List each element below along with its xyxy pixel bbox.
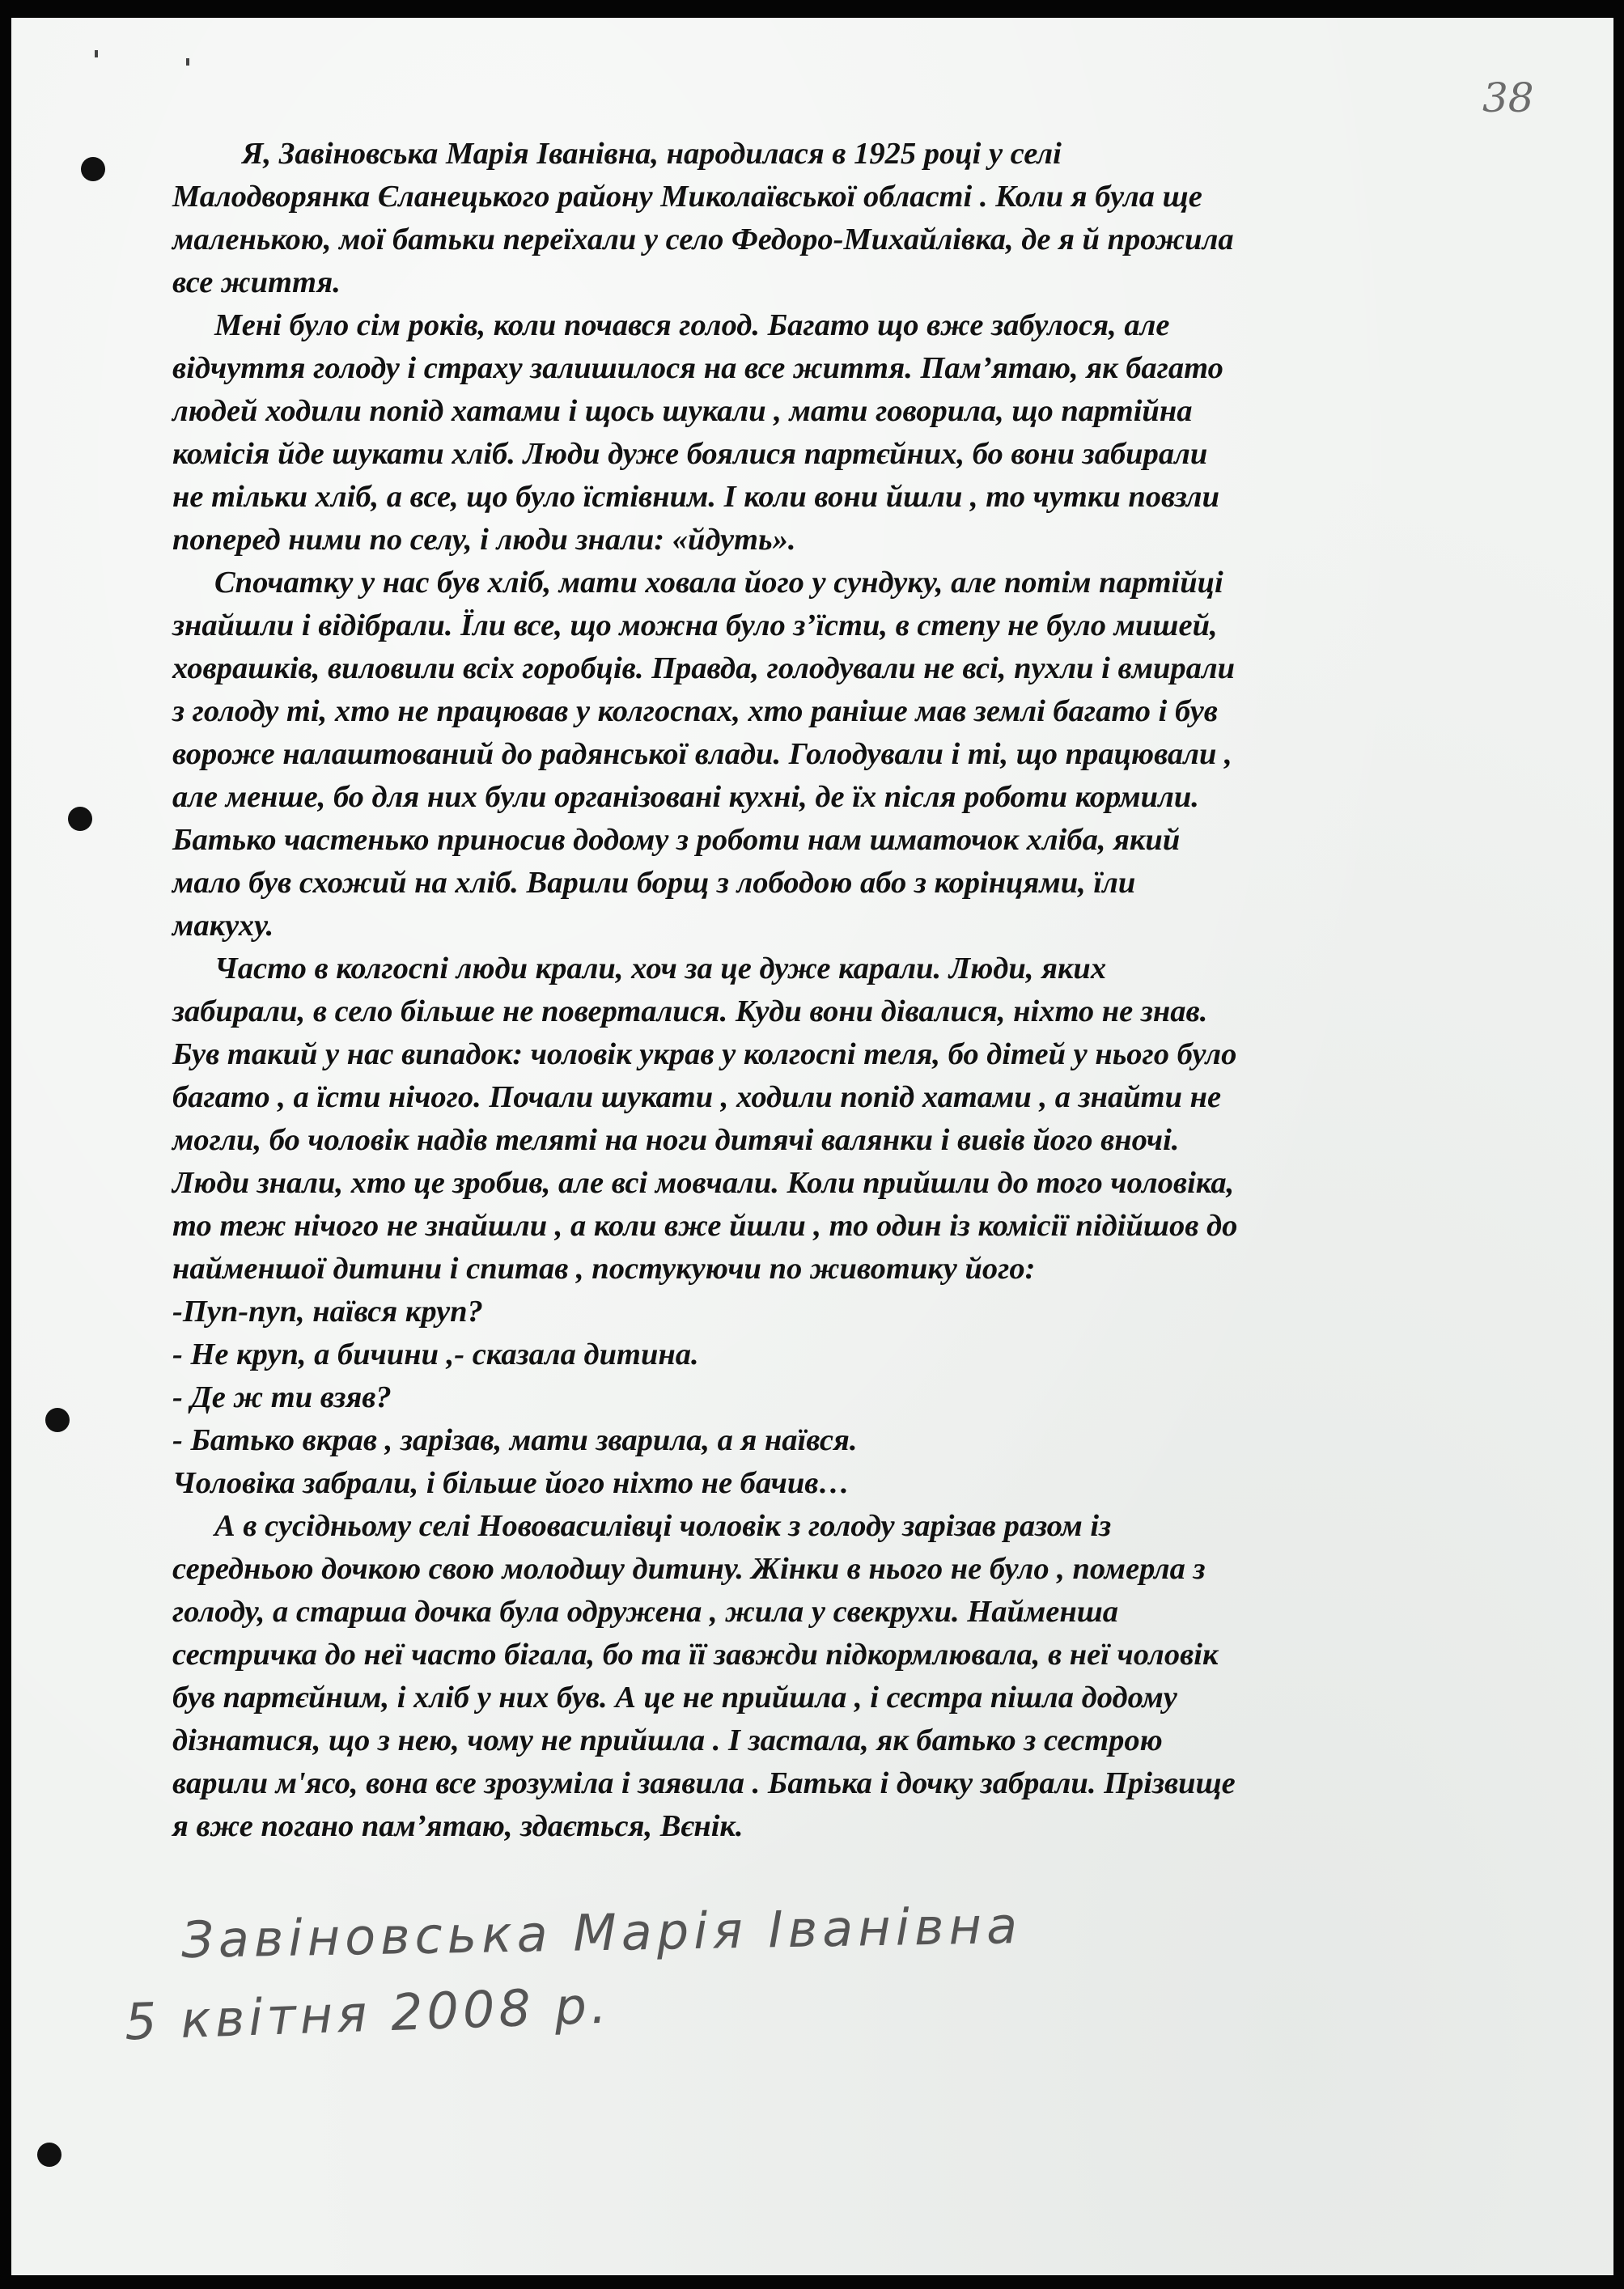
text-line: Часто в колгоспі люди крали, хоч за це дуже карали. Люди, яких: [214, 952, 1107, 986]
text-line: голоду, а старша дочка була одружена , жила у свекрухи. Найменша: [172, 1595, 1119, 1629]
text-line: Я, Завіновська Марія Іванівна, народилася в 1925 році у селі: [242, 137, 1062, 171]
text-line: Малодворянка Єланецького району Миколаївської області . Коли я була ще: [172, 180, 1202, 214]
text-line: ховрашків, виловили всіх горобців. Правда, голодували не всі, пухли і вмирали: [172, 651, 1236, 685]
text-line: найменшої дитини і спитав , постукуючи по животику його:: [172, 1252, 1036, 1286]
text-line: А в сусідньому селі Нововасилівці чоловік з голоду зарізав разом із: [214, 1509, 1112, 1543]
punch-hole: [45, 1408, 70, 1432]
handwritten-date: 5 квітня 2008 р.: [123, 1975, 612, 2052]
text-line: -Пуп-пуп, наївся круп?: [172, 1295, 483, 1329]
text-line: поперед ними по селу, і люди знали: «йдуть».: [172, 523, 796, 557]
testimony-text: [172, 133, 1499, 1848]
text-line: макуху.: [172, 909, 274, 943]
text-line: Був такий у нас випадок: чоловік украв у колгоспі теля, бо дітей у нього було: [172, 1037, 1237, 1071]
text-line: Люди знали, хто це зробив, але всі мовчали. Коли прийшли до того чоловіка,: [172, 1166, 1235, 1200]
document-page: [11, 18, 1613, 2275]
handwritten-signature: Завіновська Марія Іванівна: [180, 1895, 1023, 1970]
text-line: людей ходили попід хатами і щось шукали , мати говорила, що партійна: [172, 394, 1193, 428]
punch-hole: [37, 2143, 61, 2167]
text-line: дізнатися, що з нею, чому не прийшла . І застала, як батько з сестрою: [172, 1723, 1163, 1757]
text-line: варили м'ясо, вона все зрозуміла і заявила . Батька і дочку забрали. Прізвище: [172, 1766, 1236, 1800]
text-line: Мені було сім років, коли почався голод. Багато що вже забулося, але: [214, 308, 1170, 342]
text-line: багато , а їсти нічого. Почали шукати , ходили попід хатами , а знайти не: [172, 1080, 1222, 1114]
text-line: все життя.: [172, 265, 341, 299]
text-line: - Батько вкрав , зарізав, мати зварила, а я наївся.: [172, 1423, 858, 1457]
text-line: - Де ж ти взяв?: [172, 1380, 392, 1414]
text-line: Спочатку у нас був хліб, мати ховала його у сундуку, але потім партійці: [214, 566, 1223, 600]
text-line: мало був схожий на хліб. Варили борщ з лободою або з корінцями, їли: [172, 866, 1136, 900]
text-line: Батько частенько приносив додому з роботи нам шматочок хліба, який: [172, 823, 1181, 857]
text-line: могли, бо чоловік надів теляті на ноги дитячі валянки і вивів його вночі.: [172, 1123, 1180, 1157]
text-line: був партєйним, і хліб у них був. А це не прийшла , і сестра пішла додому: [172, 1681, 1177, 1715]
text-line: не тільки хліб, а все, що було їстівним. І коли вони йшли , то чутки повзли: [172, 480, 1219, 514]
punch-hole: [68, 807, 92, 831]
text-line: комісія йде шукати хліб. Люди дуже боялися партєйних, бо вони забирали: [172, 437, 1208, 471]
text-line: але менше, бо для них були організовані кухні, де їх після роботи кормили.: [172, 780, 1199, 814]
text-line: забирали, в село більше не поверталися. Куди вони дівалися, ніхто не знав.: [172, 994, 1208, 1028]
text-line: знайшли і відібрали. Їли все, що можна було з’їсти, в степу не було мишей,: [172, 608, 1218, 642]
text-line: відчуття голоду і страху залишилося на все життя. Пам’ятаю, як багато: [172, 351, 1223, 385]
text-line: маленькою, мої батьки переїхали у село Федоро-Михайлівка, де я й прожила: [172, 223, 1234, 256]
text-line: - Не круп, а бичини ,- сказала дитина.: [172, 1337, 699, 1371]
scan-speck: [186, 58, 189, 66]
text-line: то теж нічого не знайшли , а коли вже йшли , то один із комісії підійшов до: [172, 1209, 1238, 1243]
text-line: з голоду ті, хто не працював у колгоспах, хто раніше мав землі багато і був: [172, 694, 1218, 728]
scan-speck: [95, 50, 98, 57]
page-number: 38: [1482, 74, 1534, 121]
text-line: середньою дочкою свою молодшу дитину. Жінки в нього не було , померла з: [172, 1552, 1206, 1586]
text-line: сестричка до неї часто бігала, бо та її завжди підкормлювала, в неї чоловік: [172, 1638, 1219, 1672]
text-line: я вже погано пам’ятаю, здається, Вєнік.: [172, 1809, 744, 1843]
text-line: Чоловіка забрали, і більше його ніхто не бачив…: [172, 1466, 850, 1500]
punch-hole: [81, 157, 105, 181]
text-line: вороже налаштований до радянської влади. Голодували і ті, що працювали ,: [172, 737, 1232, 771]
